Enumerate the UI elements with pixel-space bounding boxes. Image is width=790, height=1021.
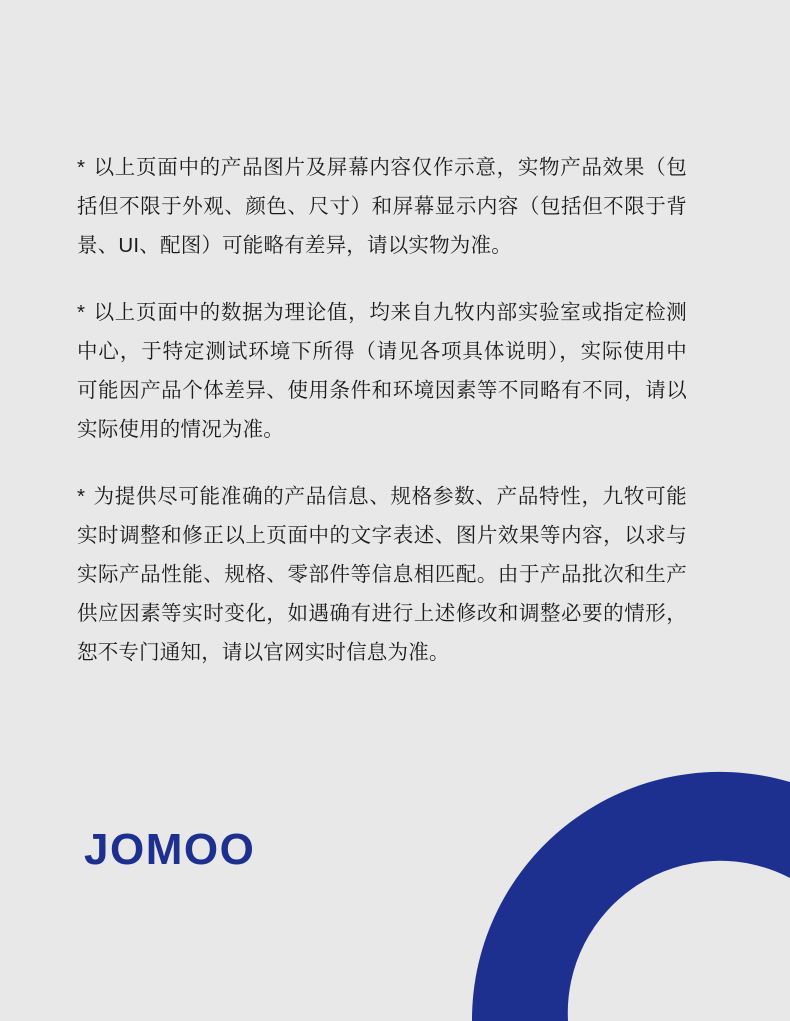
brand-logo: JOMOO (84, 825, 256, 874)
disclaimer-paragraph-2-text: 以上页面中的数据为理论值，均来自九牧内部实验室或指定检测中心，于特定测试环境下所得（请见各项具体说明），实际使用中可能因产品个体差异、使用条件和环境因素等不同略有不同，请以实际使用的情况为准。 (77, 301, 687, 441)
asterisk-marker-2: * (77, 301, 86, 324)
disclaimer-paragraph-2 (77, 293, 687, 449)
asterisk-marker-1: * (77, 156, 86, 179)
disclaimer-paragraph-3-text: 为提供尽可能准确的产品信息、规格参数、产品特性，九牧可能实时调整和修正以上页面中的文字表述、图片效果等内容，以求与实际产品性能、规格、零部件等信息相匹配。由于产品批次和生产供应因素等实时变化，如遇确有进行上述修改和调整必要的情形，恕不专门通知，请以官网实时信息为准。 (77, 485, 687, 664)
asterisk-marker-3: * (77, 485, 86, 508)
disclaimer-paragraph-1-text: 以上页面中的产品图片及屏幕内容仅作示意，实物产品效果（包括但不限于外观、颜色、尺寸）和屏幕显示内容（包括但不限于背景、UI、配图）可能略有差异，请以实物为准。 (77, 156, 687, 257)
disclaimer-paragraph-1 (77, 148, 687, 265)
disclaimer-text-block (77, 148, 687, 672)
disclaimer-paragraph-3 (77, 477, 687, 672)
